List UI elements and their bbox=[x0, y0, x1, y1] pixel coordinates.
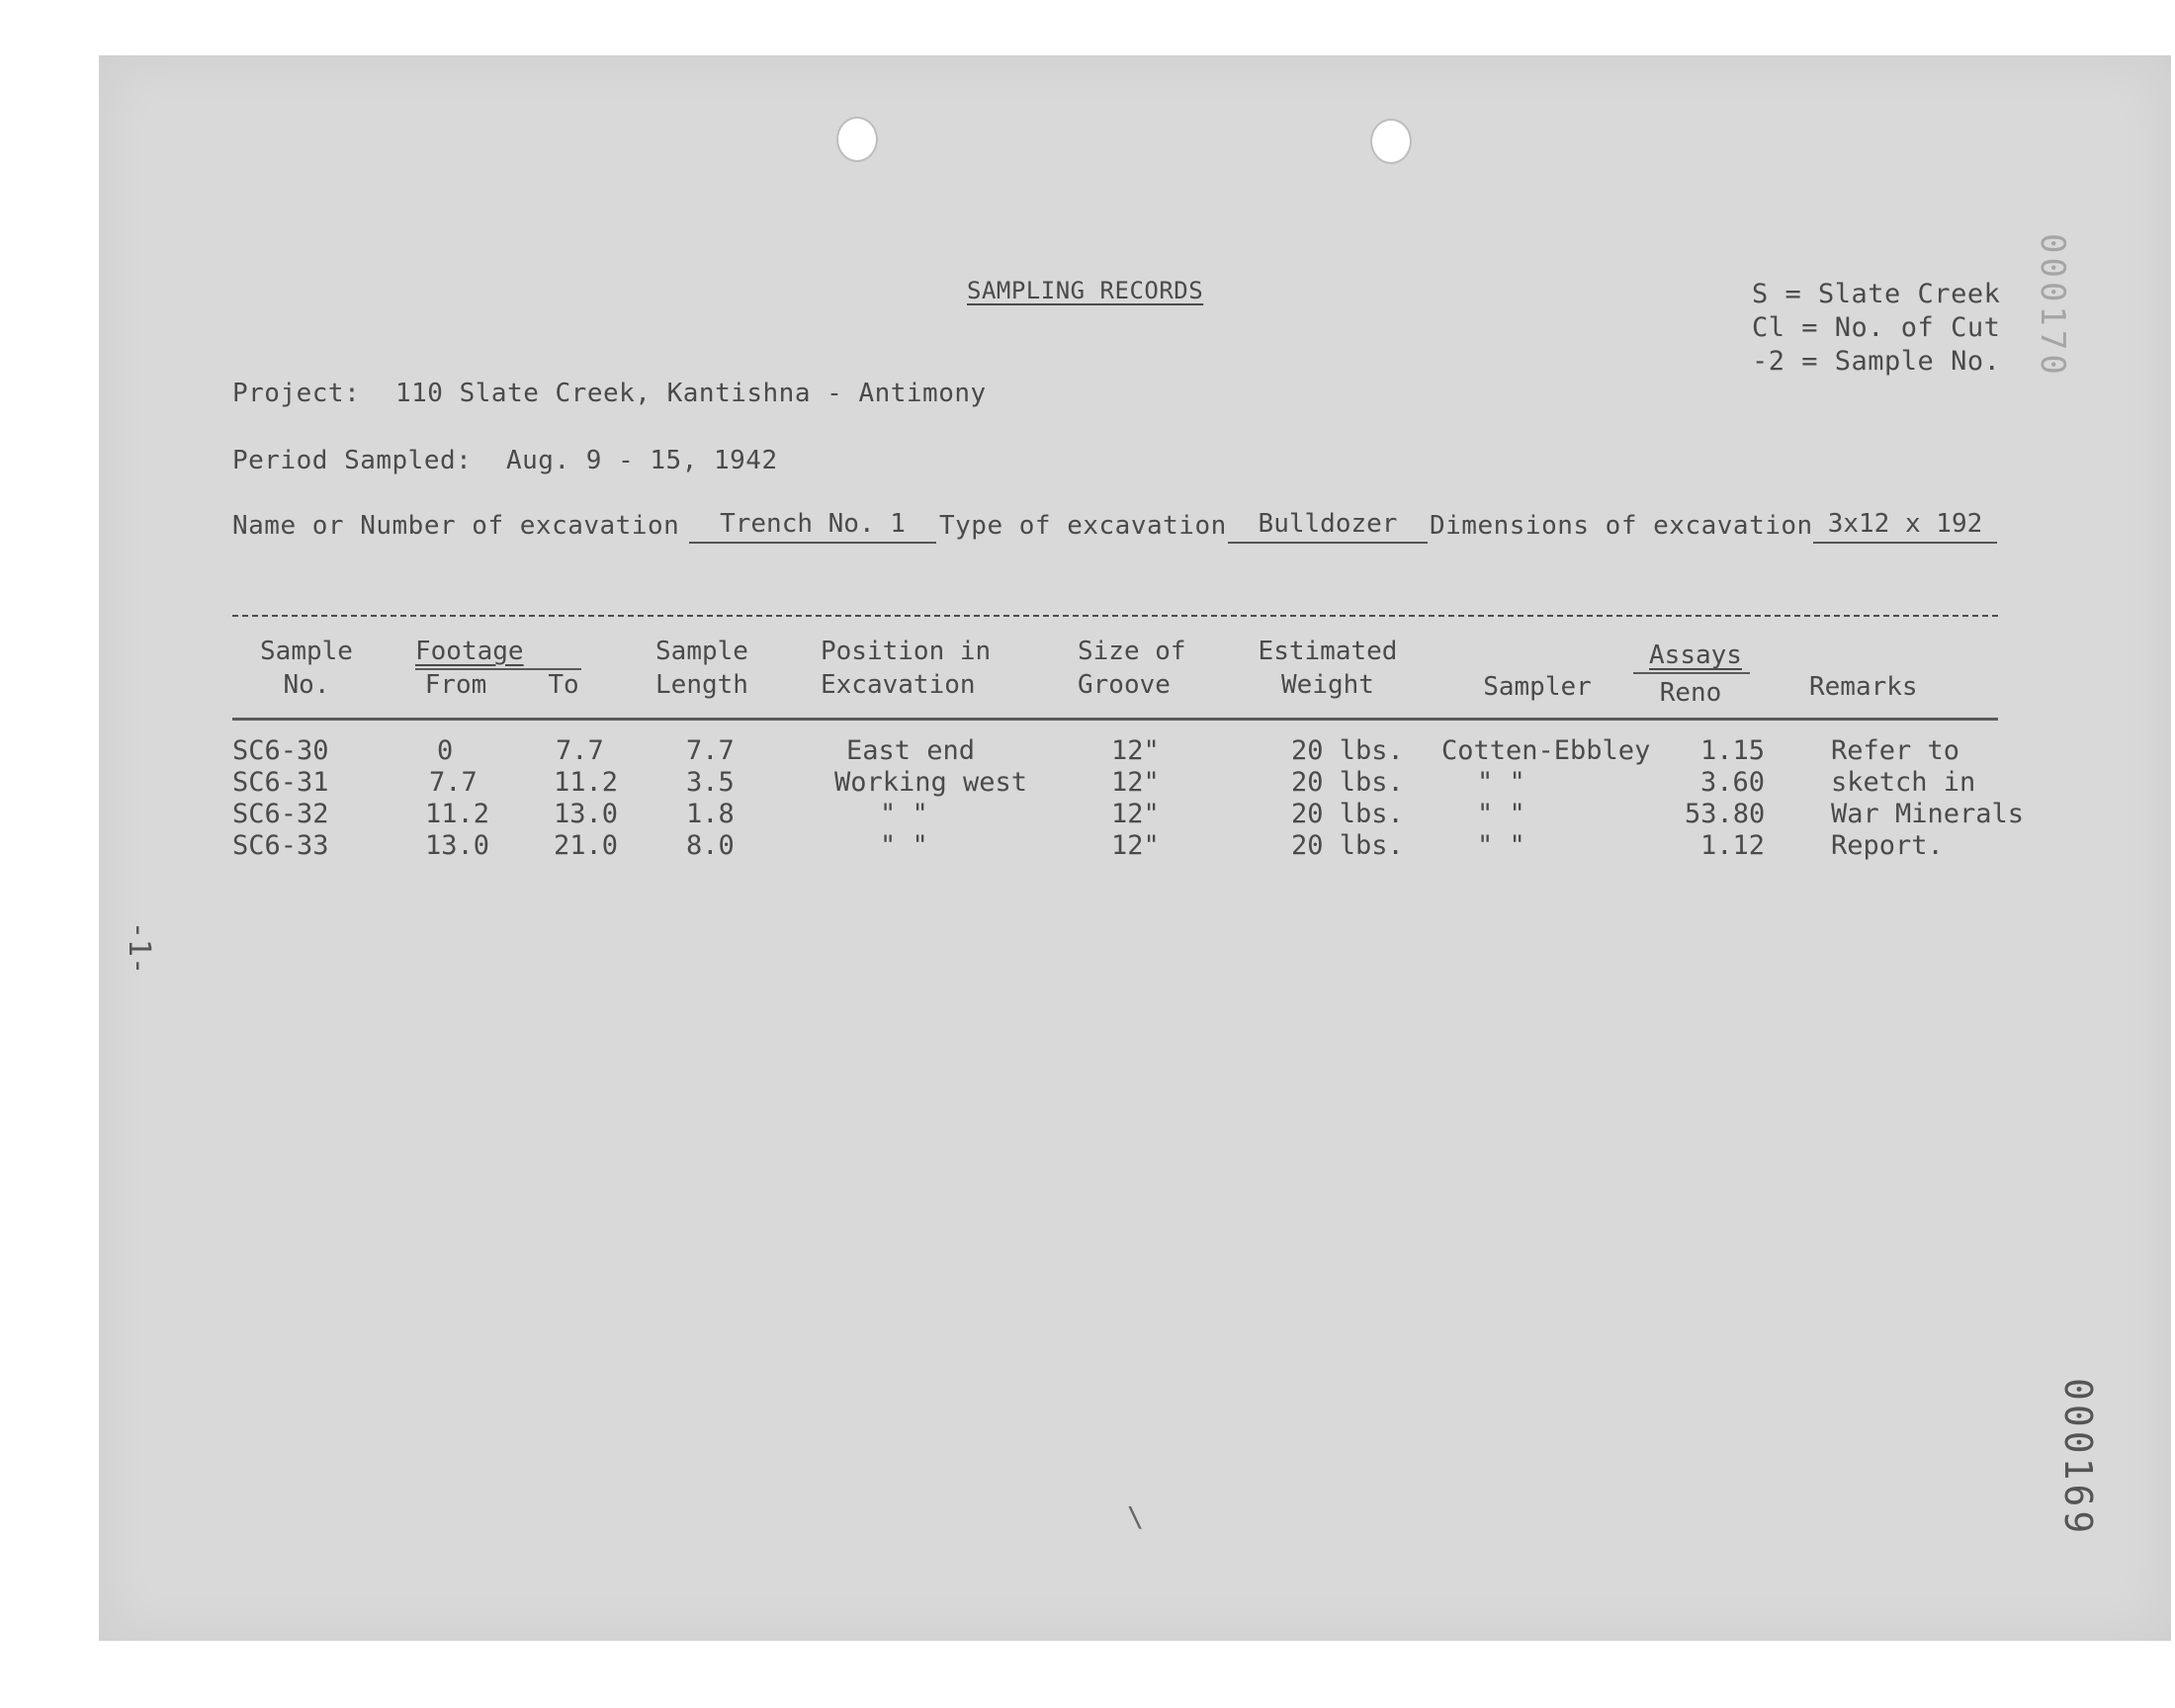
table-row-2-from: 7.7 bbox=[429, 767, 478, 798]
header-weight-line1: Estimated bbox=[1258, 637, 1398, 666]
table-row-2-groove: 12" bbox=[1111, 767, 1160, 798]
period-label: Period Sampled: bbox=[232, 446, 473, 475]
header-to: To bbox=[548, 670, 579, 700]
table-row-3-length: 1.8 bbox=[686, 799, 735, 829]
header-groove-line1: Size of bbox=[1078, 637, 1186, 666]
legend-line-3: -2 = Sample No. bbox=[1752, 346, 2001, 377]
table-row-3-groove: 12" bbox=[1111, 799, 1160, 829]
table-row-4-length: 8.0 bbox=[686, 830, 735, 861]
table-row-2-sample: SC6-31 bbox=[232, 767, 329, 798]
table-row-4-groove: 12" bbox=[1111, 830, 1160, 861]
table-row-1-weight: 20 lbs. bbox=[1291, 735, 1404, 766]
period-value: Aug. 9 - 15, 1942 bbox=[506, 446, 778, 475]
table-row-1-from: 0 bbox=[437, 735, 454, 766]
excavation-type-value: Bulldozer bbox=[1228, 508, 1428, 544]
table-row-1-position: East end bbox=[846, 735, 976, 766]
table-row-4-weight: 20 lbs. bbox=[1291, 830, 1404, 861]
header-sample-length-line1: Sample bbox=[655, 637, 748, 666]
excavation-name-label: Name or Number of excavation bbox=[232, 511, 680, 541]
faint-stamp-number: 000170 bbox=[2033, 233, 2072, 379]
table-row-1-sample: SC6-30 bbox=[232, 735, 329, 766]
table-row-4-remarks: Report. bbox=[1831, 830, 1944, 861]
table-row-2-remarks: sketch in bbox=[1831, 767, 1976, 798]
table-row-2-position: Working west bbox=[834, 767, 1028, 798]
assays-underline bbox=[1633, 672, 1750, 674]
table-row-1-groove: 12" bbox=[1111, 735, 1160, 766]
header-sample-no-line2: No. bbox=[283, 670, 330, 700]
header-sample-no-line1: Sample bbox=[260, 637, 353, 666]
table-row-2-weight: 20 lbs. bbox=[1291, 767, 1404, 798]
punch-hole-left bbox=[836, 117, 878, 162]
table-row-4-to: 21.0 bbox=[554, 830, 619, 861]
header-position bbox=[821, 635, 1018, 702]
project-label: Project: bbox=[232, 379, 361, 408]
table-row-4-position: " " bbox=[880, 830, 928, 861]
table-row-4-sampler: " " bbox=[1477, 830, 1525, 861]
header-sample-length-line2: Length bbox=[655, 670, 748, 700]
table-row-1-sampler: Cotten-Ebbley bbox=[1441, 735, 1651, 766]
excavation-dim-value: 3x12 x 192 bbox=[1813, 508, 1997, 544]
page-title: SAMPLING RECORDS bbox=[967, 277, 1204, 304]
table-row-2-sampler: " " bbox=[1477, 767, 1525, 798]
header-sample-no bbox=[247, 635, 366, 702]
punch-hole-right bbox=[1370, 119, 1412, 164]
table-row-1-to: 7.7 bbox=[556, 735, 604, 766]
header-groove bbox=[1078, 635, 1206, 702]
header-footage: Footage bbox=[415, 637, 524, 666]
table-top-rule bbox=[232, 615, 1998, 617]
table-row-4-from: 13.0 bbox=[425, 830, 490, 861]
header-remarks: Remarks bbox=[1809, 672, 1918, 702]
header-sampler: Sampler bbox=[1483, 672, 1592, 702]
project-value: 110 Slate Creek, Kantishna - Antimony bbox=[395, 379, 987, 408]
excavation-dim-label: Dimensions of excavation bbox=[1430, 511, 1813, 541]
table-row-1-remarks: Refer to bbox=[1831, 735, 1960, 766]
header-groove-line2: Groove bbox=[1078, 670, 1171, 700]
excavation-type-label: Type of excavation bbox=[939, 511, 1227, 541]
table-row-4-sample: SC6-33 bbox=[232, 830, 329, 861]
legend-line-2: Cl = No. of Cut bbox=[1752, 312, 2001, 343]
table-row-3-position: " " bbox=[880, 799, 928, 829]
scan-margin bbox=[0, 0, 63, 1708]
table-row-3-reno: 53.80 bbox=[1685, 799, 1766, 829]
table-row-3-sample: SC6-32 bbox=[232, 799, 329, 829]
table-row-3-to: 13.0 bbox=[554, 799, 619, 829]
table-row-1-length: 7.7 bbox=[686, 735, 735, 766]
header-weight-line2: Weight bbox=[1281, 670, 1374, 700]
header-reno: Reno bbox=[1659, 678, 1722, 708]
header-from: From bbox=[424, 670, 487, 700]
table-row-1-reno: 1.15 bbox=[1700, 735, 1766, 766]
table-row-2-to: 11.2 bbox=[554, 767, 619, 798]
table-row-3-weight: 20 lbs. bbox=[1291, 799, 1404, 829]
stamp-number: 000169 bbox=[2056, 1378, 2100, 1538]
table-row-4-reno: 1.12 bbox=[1700, 830, 1766, 861]
table-row-3-from: 11.2 bbox=[425, 799, 490, 829]
document-page bbox=[99, 55, 2171, 1641]
page-number-text: -1- bbox=[122, 921, 156, 976]
table-row-3-sampler: " " bbox=[1477, 799, 1525, 829]
excavation-name-value: Trench No. 1 bbox=[689, 508, 936, 544]
pen-stroke-mark: \ bbox=[1127, 1500, 1144, 1533]
page-number-mark bbox=[122, 921, 156, 975]
header-assays: Assays bbox=[1649, 640, 1742, 670]
header-bottom-rule bbox=[232, 718, 1998, 721]
header-sample-length bbox=[633, 635, 771, 702]
header-position-line2: Excavation bbox=[821, 670, 976, 700]
header-position-line1: Position in bbox=[821, 637, 992, 666]
legend-line-1: S = Slate Creek bbox=[1752, 279, 2001, 309]
table-row-2-reno: 3.60 bbox=[1700, 767, 1766, 798]
header-weight bbox=[1246, 635, 1410, 702]
table-row-2-length: 3.5 bbox=[686, 767, 735, 798]
table-row-3-remarks: War Minerals bbox=[1831, 799, 2025, 829]
